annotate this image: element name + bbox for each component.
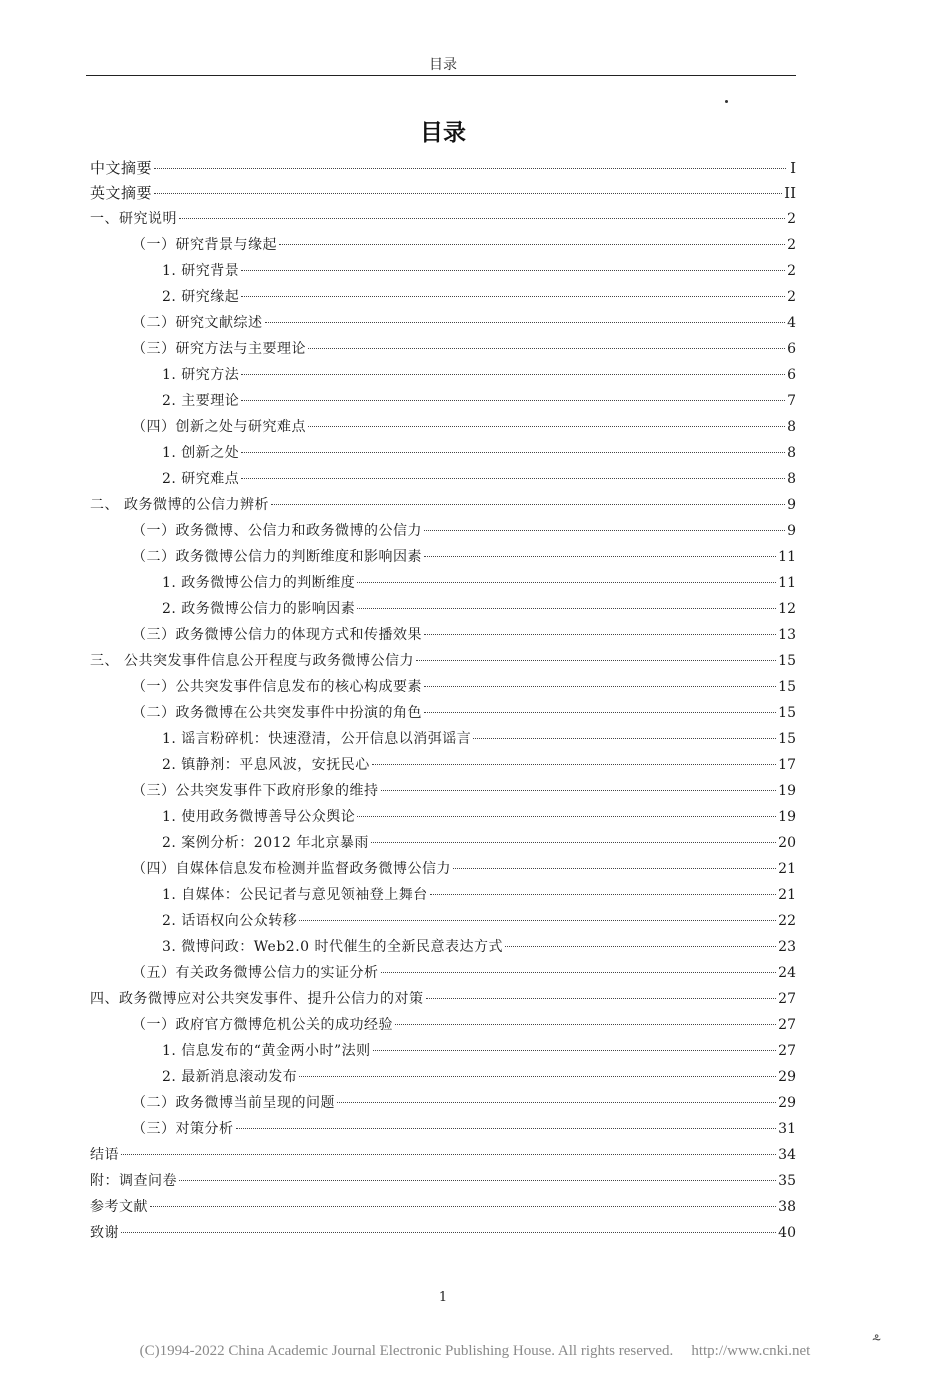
toc-entry-label: （一）公共突发事件信息发布的核心构成要素	[132, 679, 422, 695]
toc-entry-label: 1. 研究背景	[162, 263, 240, 279]
toc-entry[interactable]	[90, 1220, 796, 1246]
toc-entry[interactable]	[90, 466, 796, 492]
toc-entry-page: 11	[778, 549, 796, 565]
toc-entry-page: 2	[787, 237, 796, 253]
toc-entry-label: 3. 微博问政：Web2.0 时代催生的全新民意表达方式	[162, 939, 504, 955]
toc-entry-page: 29	[778, 1095, 796, 1111]
toc-dot-leader	[372, 764, 776, 765]
toc-entry-page: 11	[778, 575, 796, 591]
toc-entry[interactable]	[90, 156, 796, 181]
toc-entry-page: I	[790, 159, 796, 177]
toc-dot-leader	[154, 193, 782, 194]
toc-entry[interactable]	[90, 856, 796, 882]
toc-entry[interactable]	[90, 388, 796, 414]
toc-dot-leader	[271, 504, 785, 505]
toc-entry-label: （二）研究文献综述	[132, 315, 263, 331]
toc-entry-label: （二）政务微博当前呈现的问题	[132, 1095, 335, 1111]
toc-entry-page: 15	[778, 679, 796, 695]
toc-dot-leader	[373, 1050, 777, 1051]
running-header: 目录	[429, 57, 457, 73]
toc-dot-leader	[416, 660, 776, 661]
toc-entry-page: 7	[787, 393, 796, 409]
scan-speck	[725, 100, 728, 103]
toc-entry-label: （三）对策分析	[132, 1121, 234, 1137]
toc-entry-label: （三）政务微博公信力的体现方式和传播效果	[132, 627, 422, 643]
toc-entry-label: 2. 主要理论	[162, 393, 240, 409]
toc-dot-leader	[154, 168, 786, 169]
toc-dot-leader	[357, 816, 776, 817]
toc-dot-leader	[430, 894, 776, 895]
toc-entry[interactable]	[90, 1116, 796, 1142]
toc-entry-page: 2	[787, 211, 796, 227]
toc-entry[interactable]	[90, 1142, 796, 1168]
toc-entry-page: 2	[787, 289, 796, 305]
toc-entry-label: （四）创新之处与研究难点	[132, 419, 306, 435]
toc-entry-page: 8	[787, 445, 796, 461]
toc-entry[interactable]	[90, 181, 796, 206]
toc-entry-label: 二、 政务微博的公信力辨析	[90, 497, 269, 513]
toc-dot-leader	[241, 452, 785, 453]
toc-entry-page: 40	[778, 1225, 796, 1241]
toc-entry-label: 1. 使用政务微博善导公众舆论	[162, 809, 356, 825]
corner-mark-icon: ⸛	[872, 1330, 882, 1349]
toc-entry[interactable]	[90, 934, 796, 960]
toc-entry-label: 1. 政务微博公信力的判断维度	[162, 575, 356, 591]
toc-entry-page: 19	[778, 783, 796, 799]
footer	[0, 1343, 950, 1360]
toc-entry[interactable]	[90, 986, 796, 1012]
toc-entry-page: 12	[778, 601, 796, 617]
toc-entry[interactable]	[90, 778, 796, 804]
toc-entry-label: 参考文献	[90, 1199, 148, 1215]
toc-entry[interactable]	[90, 362, 796, 388]
toc-dot-leader	[179, 1180, 776, 1181]
toc-dot-leader	[381, 790, 777, 791]
toc-dot-leader	[453, 868, 776, 869]
toc-entry-page: 38	[778, 1199, 796, 1215]
toc-entry-label: （三）研究方法与主要理论	[132, 341, 306, 357]
toc-entry-label: 1. 创新之处	[162, 445, 240, 461]
toc-entry[interactable]	[90, 310, 796, 336]
toc-entry-label: （五）有关政务微博公信力的实证分析	[132, 965, 379, 981]
toc-dot-leader	[265, 322, 786, 323]
toc-entry[interactable]	[90, 726, 796, 752]
toc-entry-label: （三）公共突发事件下政府形象的维持	[132, 783, 379, 799]
toc-dot-leader	[308, 426, 785, 427]
toc-entry-page: 15	[778, 731, 796, 747]
toc-entry[interactable]	[90, 232, 796, 258]
toc-entry-label: （四）自媒体信息发布检测并监督政务微博公信力	[132, 861, 451, 877]
toc-entry-label: 1. 自媒体：公民记者与意见领袖登上舞台	[162, 887, 428, 903]
toc-entry-page: 24	[778, 965, 796, 981]
toc-entry[interactable]	[90, 674, 796, 700]
toc-dot-leader	[236, 1128, 777, 1129]
toc-entry-page: 6	[787, 367, 796, 383]
footer-url[interactable]: http://www.cnki.net	[691, 1343, 811, 1359]
toc-entry-page: 2	[787, 263, 796, 279]
toc-entry[interactable]	[90, 1090, 796, 1116]
toc-entry[interactable]	[90, 336, 796, 362]
toc-entry[interactable]	[90, 700, 796, 726]
toc-entry-label: 1. 谣言粉碎机：快速澄清，公开信息以消弭谣言	[162, 731, 472, 747]
toc-dot-leader	[179, 218, 785, 219]
toc-dot-leader	[357, 608, 776, 609]
toc-entry-label: 英文摘要	[90, 184, 153, 202]
toc-dot-leader	[505, 946, 776, 947]
toc-entry-label: 结语	[90, 1147, 119, 1163]
toc-entry-label: 2. 研究难点	[162, 471, 240, 487]
footer-copyright: (C)1994-2022 China Academic Journal Electronic Publishing House. All rights reserved.	[139, 1343, 674, 1359]
toc-entry-label: 中文摘要	[90, 159, 153, 177]
toc-entry[interactable]	[90, 1038, 796, 1064]
header-rule	[86, 75, 796, 76]
toc-dot-leader	[299, 920, 776, 921]
toc-dot-leader	[424, 556, 776, 557]
toc-entry-page: 8	[787, 419, 796, 435]
toc-entry-label: 致谢	[90, 1225, 119, 1241]
page-title: 目录	[420, 120, 466, 146]
page-number: 1	[438, 1290, 448, 1305]
toc-entry[interactable]	[90, 570, 796, 596]
toc-entry-label: 附：调查问卷	[90, 1173, 177, 1189]
toc-entry-page: 15	[778, 705, 796, 721]
toc-entry[interactable]	[90, 1194, 796, 1220]
toc-entry-page: 27	[778, 991, 796, 1007]
toc-dot-leader	[241, 270, 785, 271]
toc-entry-label: （一）研究背景与缘起	[132, 237, 277, 253]
toc-dot-leader	[395, 1024, 776, 1025]
toc-entry[interactable]	[90, 1168, 796, 1194]
toc-entry[interactable]	[90, 908, 796, 934]
toc-entry[interactable]	[90, 596, 796, 622]
toc-entry-label: （二）政务微博公信力的判断维度和影响因素	[132, 549, 422, 565]
toc-entry-page: 29	[778, 1069, 796, 1085]
toc-dot-leader	[424, 686, 776, 687]
toc-entry-label: 2. 案例分析：2012 年北京暴雨	[162, 835, 369, 851]
toc-dot-leader	[241, 374, 785, 375]
toc-dot-leader	[308, 348, 785, 349]
toc-entry-page: 21	[778, 887, 796, 903]
toc-entry[interactable]	[90, 882, 796, 908]
toc-entry-label: 1. 研究方法	[162, 367, 240, 383]
toc-entry-label: （二）政务微博在公共突发事件中扮演的角色	[132, 705, 422, 721]
toc-entry-page: 17	[778, 757, 796, 773]
toc-entry-label: 2. 政务微博公信力的影响因素	[162, 601, 356, 617]
toc-dot-leader	[150, 1206, 776, 1207]
toc-entry[interactable]	[90, 1064, 796, 1090]
toc-entry-label: （一）政府官方微博危机公关的成功经验	[132, 1017, 393, 1033]
toc-entry-page: 21	[778, 861, 796, 877]
toc-dot-leader	[121, 1154, 776, 1155]
toc-entry-page: 34	[778, 1147, 796, 1163]
toc-entry[interactable]	[90, 752, 796, 778]
toc-entry-label: 1. 信息发布的“黄金两小时”法则	[162, 1043, 371, 1059]
toc-entry-page: 13	[778, 627, 796, 643]
toc-entry-page: 9	[787, 523, 796, 539]
toc-entry[interactable]	[90, 830, 796, 856]
toc-dot-leader	[424, 530, 785, 531]
toc-entry[interactable]	[90, 518, 796, 544]
toc-entry[interactable]	[90, 1012, 796, 1038]
toc-entry-page: 9	[787, 497, 796, 513]
toc-entry-page: 4	[787, 315, 796, 331]
toc-entry-page: 23	[778, 939, 796, 955]
toc-entry-page: 27	[778, 1043, 796, 1059]
toc-entry-page: 19	[778, 809, 796, 825]
toc-entry[interactable]	[90, 544, 796, 570]
toc-entry-page: 31	[778, 1121, 796, 1137]
toc-dot-leader	[371, 842, 776, 843]
toc-entry-page: 35	[778, 1173, 796, 1189]
toc-entry-label: 四、政务微博应对公共突发事件、提升公信力的对策	[90, 991, 424, 1007]
toc-entry[interactable]	[90, 960, 796, 986]
toc-entry[interactable]	[90, 440, 796, 466]
toc-entry-label: 三、 公共突发事件信息公开程度与政务微博公信力	[90, 653, 414, 669]
toc-dot-leader	[337, 1102, 776, 1103]
toc-entry[interactable]	[90, 284, 796, 310]
toc-dot-leader	[241, 296, 785, 297]
toc-entry-page: 22	[778, 913, 796, 929]
toc-entry-page: 6	[787, 341, 796, 357]
toc-entry-page: 15	[778, 653, 796, 669]
toc-entry-label: 2. 最新消息滚动发布	[162, 1069, 298, 1085]
toc-dot-leader	[473, 738, 776, 739]
toc-dot-leader	[121, 1232, 776, 1233]
toc-dot-leader	[241, 478, 785, 479]
toc-dot-leader	[241, 400, 785, 401]
toc-entry[interactable]	[90, 206, 796, 232]
toc-dot-leader	[424, 712, 776, 713]
toc-entry-label: （一）政务微博、公信力和政务微博的公信力	[132, 523, 422, 539]
toc-dot-leader	[426, 998, 777, 999]
toc-dot-leader	[279, 244, 785, 245]
toc-entry[interactable]	[90, 258, 796, 284]
toc-entry-label: 2. 研究缘起	[162, 289, 240, 305]
toc-dot-leader	[424, 634, 776, 635]
toc-entry-page: II	[784, 184, 796, 202]
toc-entry-label: 2. 话语权向公众转移	[162, 913, 298, 929]
toc-dot-leader	[381, 972, 777, 973]
toc-entry-page: 8	[787, 471, 796, 487]
toc-dot-leader	[299, 1076, 776, 1077]
toc-entry-label: 2. 镇静剂：平息风波，安抚民心	[162, 757, 370, 773]
toc-entry[interactable]	[90, 648, 796, 674]
table-of-contents	[90, 156, 796, 1246]
toc-entry-label: 一、研究说明	[90, 211, 177, 227]
toc-entry[interactable]	[90, 804, 796, 830]
toc-entry-page: 20	[778, 835, 796, 851]
toc-dot-leader	[357, 582, 776, 583]
toc-entry[interactable]	[90, 492, 796, 518]
toc-entry[interactable]	[90, 414, 796, 440]
toc-entry-page: 27	[778, 1017, 796, 1033]
toc-entry[interactable]	[90, 622, 796, 648]
